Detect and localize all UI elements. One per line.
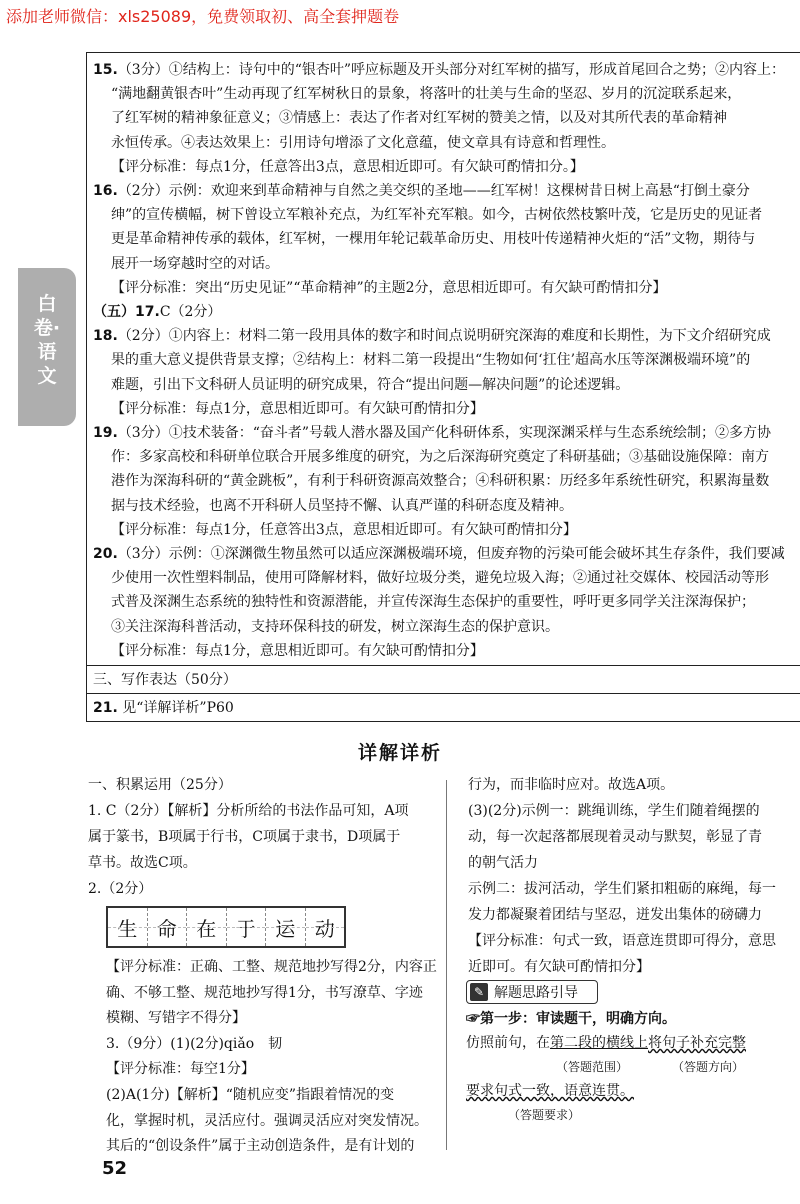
answer-text: 少使用一次性塑料制品，使用可降解材料，做好垃圾分类，避免垃圾入海；②通过社交媒体、校园活动等形	[111, 570, 769, 587]
right-col-line: 行为，而非临时应对。故选A项。	[468, 777, 675, 793]
left-col2-line: 其后的“创设条件”属于主动创造条件，是有计划的	[106, 1138, 415, 1155]
answer-text: 了红军树的精神象征意义；③情感上：表达了作者对红军树的赞美之情，以及对其所代表的革命精神	[111, 110, 727, 127]
q21-text: 见“详解详析”P60	[122, 700, 234, 716]
note-range: （答题范围）	[556, 1060, 629, 1074]
left-col2-line: 确、不够工整、规范地抄写得1分，书写潦草、字迹	[106, 984, 423, 1001]
left-col-line: 属于篆书，B项属于行书，C项属于隶书，D项属于	[88, 829, 401, 845]
question-number: 19.	[93, 425, 118, 441]
column-divider	[446, 780, 447, 1150]
answer-text: 更是革命精神传承的载体，红军树，一棵用年轮记载革命历史、用枝叶传递精神火炬的“活”文物，期待与	[111, 231, 756, 248]
answer-text: 据与技术经验，也离不开科研人员坚持不懈、认真严谨的科研态度及精神。	[111, 497, 573, 514]
answer-text: 难题，引出下文科研人员证明的研究成果，符合“提出问题—解决问题”的论述逻辑。	[111, 376, 630, 393]
answer-line	[111, 472, 769, 490]
answer-line	[93, 303, 221, 321]
grid-char: 命	[148, 908, 188, 946]
right-col-line: (3)(2分)示例一：跳绳训练，学生们随着绳摆的	[468, 803, 760, 819]
answer-text: 【评分标准：每点1分，任意答出3点，意思相近即可。有欠缺可酌情扣分。】	[111, 158, 584, 175]
answer-line	[111, 85, 741, 103]
section3-heading: 三、写作表达（50分）	[93, 672, 237, 688]
q21-line	[93, 699, 234, 717]
right-col-line: 【评分标准：句式一致，语意连贯即可得分，意思	[468, 933, 776, 949]
solution-badge	[466, 980, 598, 1004]
answer-text: （3分）①结构上：诗句中的“银杏叶”呼应标题及开头部分对红军树的描写，形成首尾回合之势；②内容上：	[117, 62, 786, 78]
side-tab-label: 白卷·语文	[33, 293, 61, 387]
answer-line	[111, 642, 484, 660]
answer-line	[111, 497, 573, 515]
answer-line	[111, 376, 629, 394]
answer-line	[93, 424, 771, 442]
answer-line	[111, 618, 559, 636]
question-number: 18.	[93, 328, 118, 345]
answer-box	[86, 52, 800, 722]
answer-text: 港作为深海科研的“黄金跳板”，有利于科研资源高效整合；④科研积累：历经多年系统性研究，积累海量数	[111, 473, 770, 490]
section-divider	[87, 665, 800, 666]
step1-text	[466, 1034, 746, 1052]
answer-line	[111, 593, 755, 611]
right-col-line: 动，每一次起落都展现着灵动与默契，彰显了青	[468, 829, 762, 845]
pen-icon: ✎	[470, 983, 488, 1001]
right-col-line: 的朝气活力	[468, 855, 538, 871]
note-direction: （答题方向）	[672, 1060, 745, 1074]
grid-char: 生	[108, 908, 148, 946]
step1-direction: 将句子补充完整	[648, 1035, 746, 1051]
right-col-line: 发力都凝聚着团结与坚忍，迸发出集体的磅礴力	[468, 907, 762, 923]
answer-line	[93, 327, 771, 345]
left-col2-line: 3.（9分）(1)(2分)qiǎo 韧	[106, 1035, 283, 1052]
answer-line	[111, 521, 577, 539]
right-col-line: 近即可。有欠缺可酌情扣分】	[468, 959, 650, 975]
grid-char: 运	[266, 908, 306, 946]
answer-line	[111, 569, 769, 587]
answer-line	[93, 61, 785, 79]
grid-char: 在	[187, 908, 227, 946]
left-col2-line: 化，掌握时机，灵活应付。强调灵活应对突发情况。	[106, 1112, 428, 1129]
answer-text: 绅”的宣传横幅，树下曾设立军粮补充点，为红军补充军粮。如今，古树依然枝繁叶茂，它是历史的见证者	[111, 207, 763, 224]
side-tab	[18, 268, 76, 426]
answer-line	[111, 109, 727, 127]
answer-line	[111, 400, 484, 418]
answer-line	[111, 230, 755, 248]
step1-range: 第二段的横线上	[550, 1035, 648, 1051]
answer-line	[111, 279, 667, 297]
watermark-text: 添加老师微信：xls25089，免费领取初、高全套押题卷	[6, 7, 400, 26]
answer-text: （2分）示例：欢迎来到革命精神与自然之美交织的圣地——红军树！这棵树昔日树上高悬“打倒土豪分	[117, 183, 750, 199]
question-number: （五）17.	[93, 304, 160, 320]
left-col2-line: 【评分标准：正确、工整、规范地抄写得2分，内容正	[106, 959, 437, 975]
answer-line	[93, 545, 785, 563]
answer-text: 【评分标准：每点1分，任意答出3点，意思相近即可。有欠缺可酌情扣分】	[111, 521, 577, 538]
answer-text: 式普及深渊生态系统的独特性和资源潜能，并宣传深海生态保护的重要性，呼吁更多同学关注深海保护；	[111, 594, 755, 611]
answer-text: 【评分标准：每点1分，意思相近即可。有欠缺可酌情扣分】	[111, 400, 484, 417]
answer-text: 展开一场穿越时空的对话。	[111, 255, 279, 272]
left-col2-line: 模糊、写错字不得分】	[106, 1010, 246, 1027]
step1-text-pre: 仿照前句，在	[466, 1035, 550, 1051]
note-requirement: （答题要求）	[508, 1108, 581, 1122]
answer-text: （3分）①技术装备：“奋斗者”号载人潜水器及国产化科研体系，实现深渊采样与生态系统绘制；②多方协	[117, 425, 772, 441]
answer-text: 果的重大意义提供背景支撑；②结构上：材料二第一段提出“生物如何‘扛住’超高水压等深渊极端环境”的	[111, 352, 751, 369]
q21-number: 21.	[93, 700, 118, 716]
calligraphy-grid	[106, 906, 346, 948]
left-col-line: 2.（2分）	[88, 881, 153, 897]
step1-heading: ☞第一步：审读题干，明确方向。	[466, 1011, 676, 1027]
left-col-line: 1. C（2分）【解析】分析所给的书法作品可知，A项	[88, 803, 409, 819]
answer-line	[111, 134, 615, 152]
answer-line	[111, 351, 750, 369]
answer-line	[111, 255, 279, 273]
left-col2-line: (2)A(1分)【解析】“随机应变”指跟着情况的变	[106, 1087, 395, 1103]
detail-title: 详解详析	[357, 742, 442, 764]
step1-req: 要求句式一致，语意连贯。	[466, 1083, 634, 1099]
left-col-line: 一、积累运用（25分）	[88, 777, 232, 793]
answer-text: 永恒传承。④表达效果上：引用诗句增添了文化意蕴，使文章具有诗意和哲理性。	[111, 134, 615, 151]
answer-text: “满地翻黄银杏叶”生动再现了红军树秋日的景象，将落叶的壮美与生命的坚忍、岁月的沉淀联系起来，	[111, 86, 742, 103]
answer-text: C（2分）	[159, 304, 222, 320]
step1-requirement	[466, 1082, 634, 1100]
question-number: 15.	[93, 62, 118, 78]
answer-line	[93, 182, 750, 200]
answer-text: 【评分标准：突出“历史见证”“革命精神”的主题2分，意思相近即可。有欠缺可酌情扣分】	[111, 279, 667, 296]
answer-text: ③关注深海科普活动，支持环保科技的研发，树立深海生态的保护意识。	[111, 618, 559, 635]
left-col2-line: 【评分标准：每空1分】	[106, 1061, 255, 1078]
section-divider	[87, 693, 800, 694]
answer-line	[111, 448, 769, 466]
answer-text: （3分）示例：①深渊微生物虽然可以适应深渊极端环境，但废弃物的污染可能会破坏其生存条件，我们要减	[117, 546, 785, 562]
answer-text: （2分）①内容上：材料二第一段用具体的数字和时间点说明研究深海的难度和长期性，为下文介绍研究成	[117, 328, 771, 345]
left-col-line: 草书。故选C项。	[88, 855, 197, 871]
question-number: 20.	[93, 546, 118, 562]
grid-char: 动	[306, 908, 345, 946]
grid-char: 于	[227, 908, 267, 946]
answer-line	[111, 206, 762, 224]
answer-text: 作：多家高校和科研单位联合开展多维度的研究，为之后深海研究奠定了科研基础；③基础设施保障：南方	[111, 449, 769, 466]
question-number: 16.	[93, 183, 118, 199]
answer-line	[111, 158, 584, 176]
right-col-line: 示例二：拔河活动，学生们紧扣粗砺的麻绳，每一	[468, 881, 776, 897]
answer-text: 【评分标准：每点1分，意思相近即可。有欠缺可酌情扣分】	[111, 642, 484, 659]
page-number: 52	[102, 1158, 128, 1179]
solution-badge-label: 解题思路引导	[494, 985, 578, 1001]
